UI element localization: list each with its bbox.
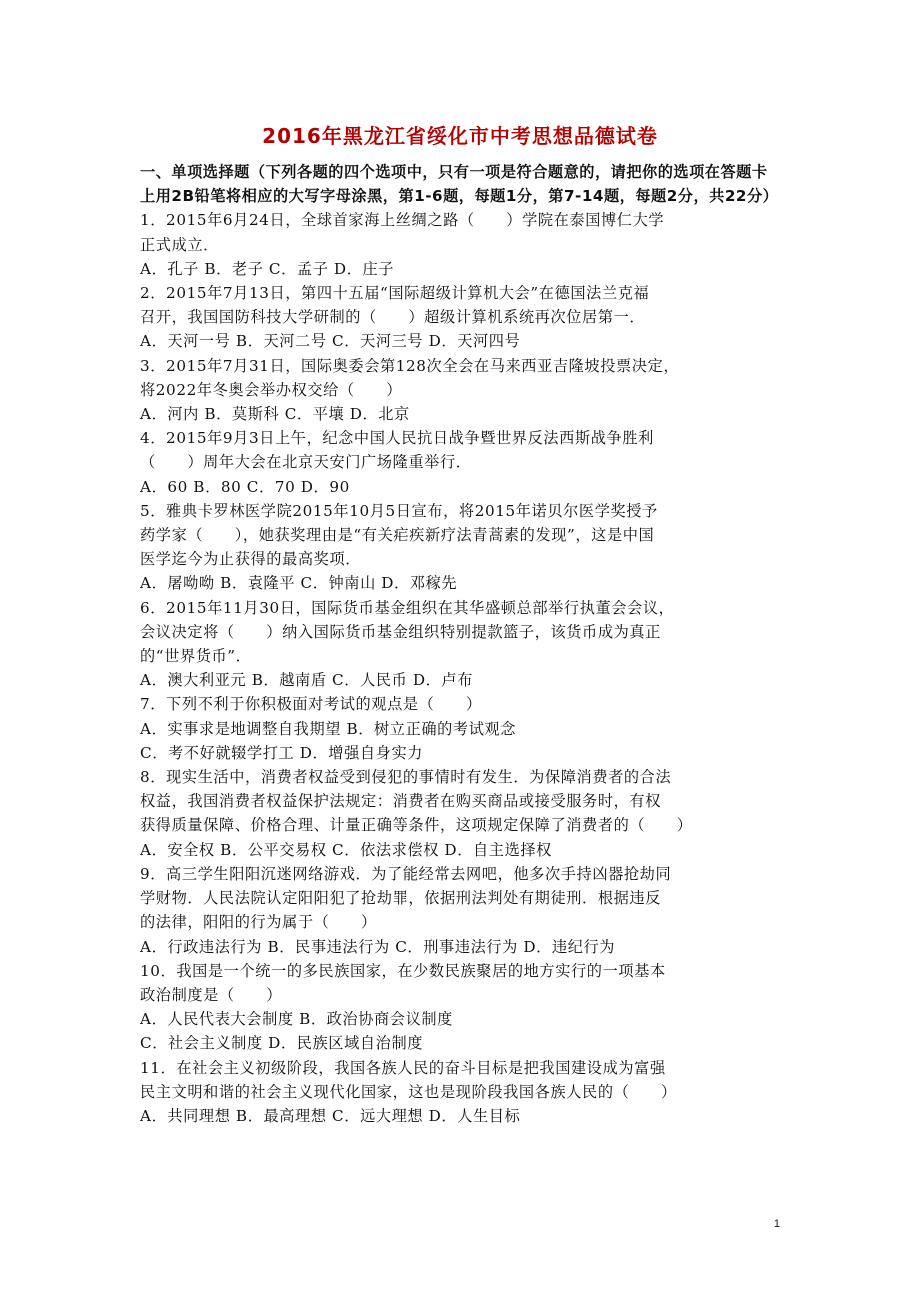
- question-stem-line: 的法律，阳阳的行为属于（ ）: [140, 913, 377, 932]
- question-stem-line: 权益，我国消费者权益保护法规定：消费者在购买商品或接受服务时，有权: [140, 792, 661, 811]
- question-stem-line: 11．在社会主义初级阶段，我国各族人民的奋斗目标是把我国建设成为富强: [140, 1058, 666, 1077]
- question-stem-line: 药学家（ ），她获奖理由是“有关疟疾新疗法青蒿素的发现”，这是中国: [140, 526, 655, 545]
- page-title: 2016年黑龙江省绥化市中考思想品德试卷: [262, 124, 658, 148]
- question-stem-line: 6．2015年11月30日，国际货币基金组织在其华盛顿总部举行执董会会议，: [140, 598, 675, 617]
- question-options-line: A．共同理想 B．最高理想 C．远大理想 D．人生目标: [140, 1106, 521, 1125]
- question-item: [140, 1056, 780, 1129]
- question-options-line: A．屠呦呦 B．袁隆平 C．钟南山 D．邓稼先: [140, 574, 458, 593]
- question-stem-line: 学财物．人民法院认定阳阳犯了抢劫罪，依据刑法判处有期徒刑．根据违反: [140, 889, 661, 908]
- question-stem-line: 政治制度是（ ）: [140, 985, 283, 1004]
- question-stem-line: 9．高三学生阳阳沉迷网络游戏．为了能经常去网吧，他多次手持凶器抢劫同: [140, 864, 672, 883]
- question-options-line: C．考不好就辍学打工 D．增强自身实力: [140, 743, 424, 762]
- question-stem-line: 3．2015年7月31日，国际奥委会第128次全会在马来西亚吉隆坡投票决定，: [140, 356, 680, 375]
- question-options-line: A．孔子 B．老子 C．孟子 D．庄子: [140, 259, 395, 278]
- question-options-line: A．实事求是地调整自我期望 B．树立正确的考试观念: [140, 719, 517, 738]
- question-item: [140, 499, 780, 596]
- question-options-line: C．社会主义制度 D．民族区域自治制度: [140, 1034, 424, 1053]
- question-stem-line: 获得质量保障、价格合理、计量正确等条件，这项规定保障了消费者的（ ）: [140, 816, 693, 835]
- page-number: 1: [773, 1218, 780, 1230]
- question-options-line: A．澳大利亚元 B．越南盾 C．人民币 D．卢布: [140, 671, 473, 690]
- question-options-line: A．安全权 B．公平交易权 C．依法求偿权 D．自主选择权: [140, 840, 552, 859]
- question-stem-line: 8．现实生活中，消费者权益受到侵犯的事情时有发生．为保障消费者的合法: [140, 768, 672, 787]
- question-item: [140, 208, 780, 281]
- question-stem-line: 医学迄今为止获得的最高奖项．: [140, 550, 362, 569]
- question-options-line: A．人民代表大会制度 B．政治协商会议制度: [140, 1010, 453, 1029]
- question-list: [140, 208, 780, 1128]
- question-item: [140, 862, 780, 959]
- question-stem-line: 5．雅典卡罗林医学院2015年10月5日宣布，将2015年诺贝尔医学奖授予: [140, 501, 658, 520]
- question-options-line: A．行政违法行为 B．民事违法行为 C．刑事违法行为 D．违纪行为: [140, 937, 616, 956]
- question-options-line: A．天河一号 B．天河二号 C．天河三号 D．天河四号: [140, 332, 521, 351]
- question-item: [140, 596, 780, 693]
- question-stem-line: 的“世界货币”．: [140, 647, 252, 666]
- question-stem-line: 4．2015年9月3日上午，纪念中国人民抗日战争暨世界反法西斯战争胜利: [140, 429, 654, 448]
- question-stem-line: 将2022年冬奥会举办权交给（ ）: [140, 380, 403, 399]
- question-stem-line: 会议决定将（ ）纳入国际货币基金组织特别提款篮子，该货币成为真正: [140, 622, 661, 641]
- question-stem-line: 民主文明和谐的社会主义现代化国家，这也是现阶段我国各族人民的（ ）: [140, 1082, 677, 1101]
- exam-content: [140, 160, 780, 1128]
- question-stem-line: 7．下列不利于你积极面对考试的观点是（ ）: [140, 695, 482, 714]
- question-options-line: A．60 B．80 C．70 D．90: [140, 477, 350, 496]
- question-options-line: A．河内 B．莫斯科 C．平壤 D．北京: [140, 405, 410, 424]
- question-item: [140, 354, 780, 427]
- question-stem-line: 1．2015年6月24日，全球首家海上丝绸之路（ ）学院在泰国博仁大学: [140, 211, 665, 230]
- question-stem-line: 2．2015年7月13日，第四十五届“国际超级计算机大会”在德国法兰克福: [140, 284, 650, 303]
- question-item: [140, 281, 780, 354]
- question-item: [140, 426, 780, 499]
- question-item: [140, 959, 780, 1056]
- question-item: [140, 692, 780, 765]
- question-stem-line: （ ）周年大会在北京天安门广场隆重举行．: [140, 453, 472, 472]
- question-stem-line: 10．我国是一个统一的多民族国家，在少数民族聚居的地方实行的一项基本: [140, 961, 666, 980]
- question-item: [140, 765, 780, 862]
- question-stem-line: 召开，我国国防科技大学研制的（ ）超级计算机系统再次位居第一．: [140, 308, 646, 327]
- section-heading: 一、单项选择题（下列各题的四个选项中，只有一项是符合题意的，请把你的选项在答题卡上用2B铅笔将相应的大写字母涂黑，第1-6题，每题1分，第7-14题，每题2分，共22分）: [140, 163, 779, 206]
- question-stem-line: 正式成立．: [140, 235, 219, 254]
